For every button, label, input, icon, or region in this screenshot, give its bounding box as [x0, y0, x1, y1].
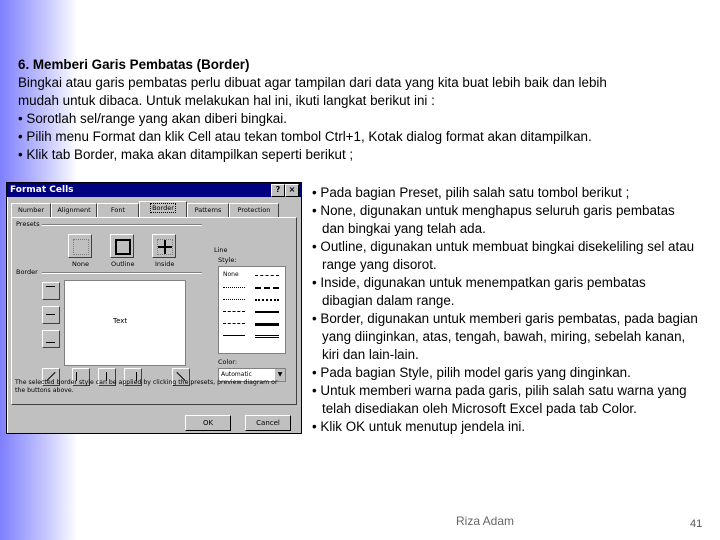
help-button[interactable]: ?: [271, 184, 285, 197]
bullet-cont: dan bingkai yang telah ada.: [322, 221, 486, 236]
bullet-cont: range yang disorot.: [322, 257, 437, 272]
footer-author: Riza Adam: [456, 514, 515, 528]
tab-font[interactable]: Font: [97, 203, 139, 218]
dialog-titlebar: [7, 183, 301, 197]
bullet-cont: kiri dan lain-lain.: [322, 347, 419, 362]
preset-inside-label: Inside: [155, 260, 175, 268]
tab-border[interactable]: [139, 201, 187, 218]
intro-bullet: • Pilih menu Format dan klik Cell atau tekan tombol Ctrl+1, Kotak dialog format akan ditampilkan.: [18, 129, 592, 144]
border-bottom-button[interactable]: [42, 330, 60, 348]
preset-inside-button[interactable]: [152, 234, 176, 258]
dialog-title: Format Cells: [10, 185, 74, 195]
presets-label: Presets: [16, 220, 40, 228]
intro-line: mudah untuk dibaca. Untuk melakukan hal ini, ikuti langkat berikut ini :: [18, 93, 435, 108]
bullet-line: • None, digunakan untuk menghapus seluruh garis pembatas: [312, 203, 675, 218]
bullet-line: • Untuk memberi warna pada garis, pilih salah satu warna yang: [312, 383, 687, 398]
page-number: 41: [690, 518, 703, 530]
none-icon: [73, 239, 89, 255]
preset-outline-button[interactable]: [110, 234, 134, 258]
preset-none-label: None: [72, 260, 89, 268]
tab-number[interactable]: Number: [11, 203, 51, 218]
dialog-hint: The selected border style can be applied by clicking the presets, preview diagram or the buttons above.: [15, 379, 278, 394]
bullet-cont: telah disediakan oleh Microsoft Excel pada tab Color.: [322, 401, 637, 416]
style-label: Style:: [218, 256, 237, 264]
bullet-line: • Klik OK untuk menutup jendela ini.: [312, 419, 526, 434]
line-label: Line: [214, 246, 228, 254]
presets-divider: [42, 224, 202, 225]
preset-outline-label: Outline: [111, 260, 135, 268]
tab-alignment[interactable]: Alignment: [51, 203, 97, 218]
bullet-cont: dibagian dalam range.: [322, 293, 455, 308]
bullet-line: • Pada bagian Style, pilih model garis yang dinginkan.: [312, 365, 631, 380]
preview-text: Text: [113, 317, 128, 325]
intro-line: Bingkai atau garis pembatas perlu dibuat agar tampilan dari data yang kita buat lebih baik dan lebih: [18, 75, 607, 90]
border-middle-button[interactable]: [42, 306, 60, 324]
section-heading: 6. Memberi Garis Pembatas (Border): [18, 57, 250, 72]
main-text: [18, 56, 708, 164]
bullet-line: • Outline, digunakan untuk membuat bingkai disekeliling sel atau: [312, 239, 695, 254]
border-top-button[interactable]: [42, 282, 60, 300]
right-text: [312, 184, 704, 436]
bullet-line: • Pada bagian Preset, pilih salah satu tombol berikut ;: [312, 185, 630, 200]
line-style-list[interactable]: [218, 266, 286, 354]
border-label: Border: [16, 268, 38, 276]
chevron-down-icon: ▼: [275, 369, 285, 381]
style-none-option: None: [223, 271, 239, 278]
ok-button[interactable]: OK: [185, 415, 231, 431]
intro-bullet: • Sorotlah sel/range yang akan diberi bingkai.: [18, 111, 287, 126]
bullet-cont: yang diinginkan, atas, tengah, bawah, miring, sebelah kanan,: [322, 329, 686, 344]
close-button[interactable]: ×: [285, 184, 299, 197]
outline-icon: [115, 239, 131, 255]
inside-icon: [157, 239, 173, 255]
tab-patterns[interactable]: Patterns: [187, 203, 229, 218]
bullet-line: • Border, digunakan untuk memberi garis pembatas, pada bagian: [312, 311, 698, 326]
cancel-button[interactable]: Cancel: [245, 415, 291, 431]
color-value: Automatic: [221, 371, 252, 378]
color-label: Color:: [218, 358, 238, 366]
intro-bullet: • Klik tab Border, maka akan ditampilkan seperti berikut ;: [18, 147, 354, 162]
tab-border-label: Border: [152, 204, 174, 212]
tab-protection[interactable]: Protection: [229, 203, 279, 218]
format-cells-dialog: [6, 182, 302, 434]
border-divider: [42, 272, 202, 273]
preset-none-button[interactable]: [68, 234, 92, 258]
border-panel: [11, 217, 297, 405]
bullet-line: • Inside, digunakan untuk menempatkan garis pembatas: [312, 275, 646, 290]
border-preview[interactable]: [64, 280, 186, 366]
